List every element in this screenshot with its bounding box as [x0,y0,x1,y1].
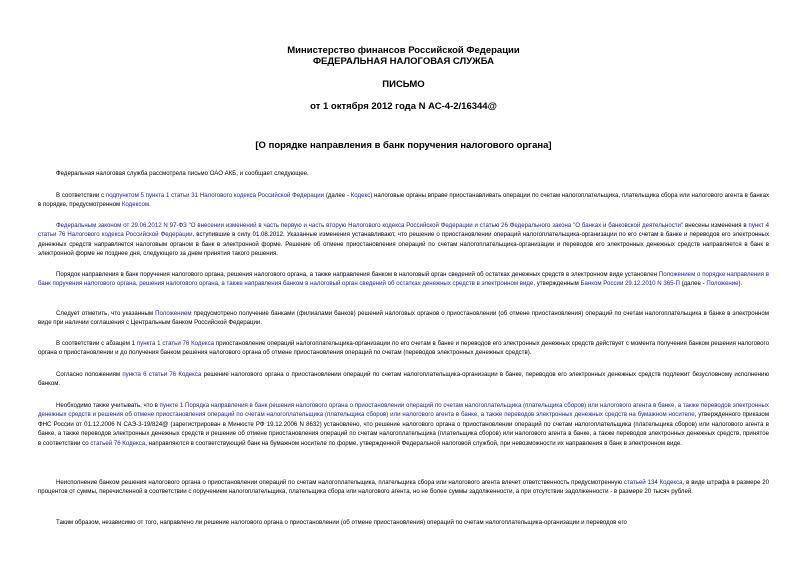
paragraph-text: , утвержденного приказом ФНС России от 01.12.2006 N САЭ-3-19/824@ (зарегистрирован в Минюсте РФ 19.12.2006 N 8632) установлено, что решение налогового органа о приостановлении операций по счетам налогоплательщика (плательщика сборов) или налогового агента в банке, а также переводов электронных денежных средств и решение об отмене приостановления операций по счетам налогоплательщика (плательщика сборов) или налогового агента в банке, а также переводов электронных денежных средств, принятое в соответствии со [38,411,770,447]
paragraph-text: приостановление операций налогоплательщика-организации по его счетам в банке и переводов его электронных денежных средств действует с момента получения банком решения налогового органа о приостановлении и до получения банком решения налогового органа об отмене приостановления операций по счетам (переводов электронных денежных средств). [38,340,770,357]
service-name: ФЕДЕРАЛЬНАЯ НАЛОГОВАЯ СЛУЖБА [312,56,495,67]
link-regulation-2[interactable]: Положением [155,310,192,317]
link-federal-law-97fz[interactable]: Федеральным законом от 29.06.2012 N 97-ФЗ "О внесении изменений в часть первую и часть вторую Налогового кодекса Российской Федерации и статью 26 Федерального закона "О банках и банковской деятельности" [56,222,684,229]
paragraph-text: В соответствии с абзацем 1 [56,340,137,347]
link-tax-code-article-31[interactable]: подпунктом 5 пункта 1 статьи 31 Налогового кодекса Российской Федерации [105,192,325,199]
paragraph-text: Порядок направления в банк поручения налогового органа, решения налогового органа, а также направления банком в налоговый орган сведений об остатках денежных средств в электронном виде установлен [56,271,659,278]
link-procedure-p1[interactable]: пункте 1 Порядка направления в банк решения налогового органа о приостановлении операций по счетам налогоплательщика (плательщика сборов) или налогового агента в банке, а также переводов электронных денежных средств и решения об отмене приостановления операций по счетам налогоплательщика (плательщика сборов) или налогового агента в банке, а также переводов электронных денежных средств на бумажном носителе [38,402,769,419]
paragraph-text: (далее - [324,192,351,199]
link-article-76-p6[interactable]: пункта 6 статьи 76 Кодекса [122,371,202,378]
document-subject: [О порядке направления в банк поручения налогового органа] [255,140,552,151]
paragraph-3 [38,221,769,259]
paragraph-text: Необходимо также учитывать, что в [56,402,160,409]
paragraph-text: , вступившие в силу 01.08.2012. Указанные изменения устанавливают, что решение о приостановлении операций налогоплательщика-организации по его счетам в банке и переводов его электронных денежных средств направляется налоговым органом в банк в электронной форме. Решение об отмене приостановления операций по счетам налогоплательщика-организации и переводов его электронных денежных средств направляется в банк в электронной форме не позднее дня, следующего за днем принятия такого решения. [38,231,769,258]
paragraph-text: ). [738,280,743,288]
paragraph-text: , утвержденным [533,280,581,288]
paragraph-6 [38,339,769,358]
link-regulation-short[interactable]: Положение [706,280,739,288]
paragraph-text: (далее - [679,280,707,288]
paragraph-text: , в виде штрафа в размере 20 процентов от суммы, перечисленной в соответствии с поручением налогоплательщика, плательщика сбора или налогового агента, но не более суммы задолженности, а при отсутствии задолженности - в размере 20 тысяч рублей. [38,479,769,496]
ministry-name: Министерство финансов Российской Федерации [287,45,520,56]
paragraph-text: предусмотрено получение банками (филиалами банков) решений налоговых органов о приостановлении (об отмене приостановления) операций по счетам налогоплательщика в банке в электронном виде при наличии соглашения с Центральным банком Российской Федерации. [38,310,769,327]
link-regulation[interactable]: Положением о порядке направления в банк поручения налогового органа, решения налогового органа, а также направления банком в налоговый орган сведений об остатках денежных средств в электронном виде [38,271,769,288]
paragraph-7 [38,370,769,389]
paragraph-text: решение налогового органа о приостановлении операций по счетам налогоплательщика-организации в банке, переводов его электронных денежных средств подлежит безусловному исполнению банком. [38,371,770,388]
paragraph-text: Согласно положениям [56,371,123,378]
paragraph-text: Федеральная налоговая служба рассмотрела письмо ОАО АКБ, и сообщает следующее. [56,170,309,177]
link-article-134[interactable]: статьей 134 Кодекса [623,479,683,486]
paragraph-text: внесены изменения в [683,222,749,229]
paragraph-4 [38,270,769,289]
paragraph-text: В соответствии с [56,192,106,199]
paragraph-text: ) налоговые органы вправе приостанавливать операции по счетам налогоплательщика, плательщика сбора или налогового агента в банках в порядке, предусмотренном [38,192,770,209]
paragraph-5 [38,309,769,328]
document-type: ПИСЬМО [382,79,425,90]
link-tax-code-article-76-p4[interactable]: пункт 4 статьи 76 Налогового кодекса Российской Федерации [38,222,769,239]
paragraph-2 [38,191,769,210]
paragraph-text: Неисполнение банком решения налогового органа о приостановлении операций по счетам налогоплательщика, плательщика сбора или налогового агента влечет ответственность предусмотренную [56,479,624,486]
document-date-number: от 1 октября 2012 года N АС-4-2/16344@ [310,101,497,112]
paragraph-9 [38,478,769,497]
link-article-76[interactable]: статьей 76 Кодекса [90,439,146,447]
paragraph-text: Таким образом, независимо от того, направлено ли решение налогового органа о приостановлении (об отмене приостановления) операций по счетам налогоплательщика-организации и переводов его [56,519,627,526]
paragraph-8 [38,401,769,448]
paragraph-10 [38,518,769,527]
link-code-2[interactable]: Кодексом [121,201,150,209]
paragraph-text: Следует отметить, что указанным [56,310,156,317]
link-code[interactable]: Кодекс [350,192,371,199]
paragraph-intro [38,169,769,178]
paragraph-text: , направляются в соответствующий банк на бумажном носителе по форме, утвержденной Федеральной налоговой службой, при невозможности их направления в банк в электронном виде. [145,439,683,447]
paragraph-text: . [149,201,151,209]
link-bank-of-russia[interactable]: Банком России 29.12.2010 N 365-П [580,280,680,288]
link-article-76-p1[interactable]: пункта 1 статьи 76 Кодекса [136,340,215,347]
